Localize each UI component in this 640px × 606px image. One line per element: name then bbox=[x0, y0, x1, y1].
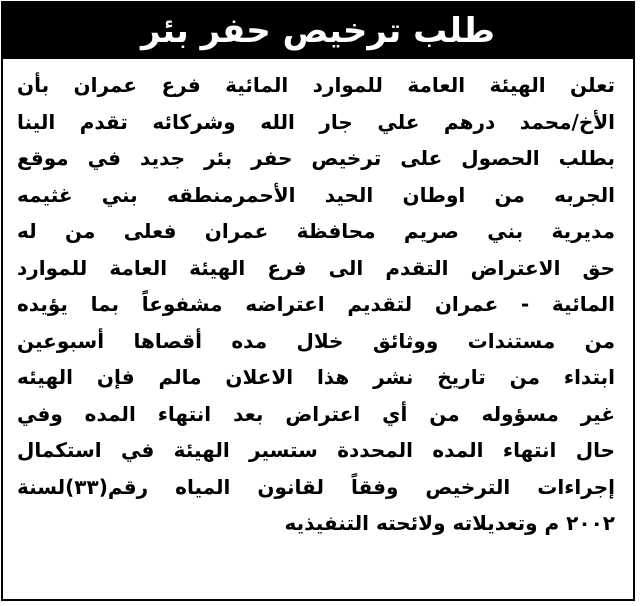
notice-line: تعلن الهيئة العامة للموارد المائية فرع عمران بأن bbox=[17, 73, 615, 97]
notice-line: الجربه من اوطان الحيد الأحمرمنطقه بني غثيمه bbox=[17, 182, 615, 207]
notice-line: إجراءات الترخيص وفقاً لقانون المياه رقم(٣٣)لسنة bbox=[17, 474, 615, 499]
notice-title: طلب ترخيص حفر بئر bbox=[3, 3, 633, 59]
notice-line-last: ٢٠٠٢ م وتعديلاته ولائحته التنفيذيه bbox=[284, 511, 615, 535]
notice-line: الأخ/محمد درهم علي جار الله وشركائه تقدم الينا bbox=[17, 109, 615, 134]
notice-box bbox=[1, 1, 635, 601]
notice-body bbox=[17, 67, 615, 542]
notice-line: من مستندات ووثائق خلال مده أقصاها أسبوعين bbox=[17, 328, 615, 353]
notice-line: ابتداء من تاريخ نشر هذا الاعلان مالم فإن الهيئه bbox=[17, 365, 615, 389]
notice-line: حال انتهاء المده المحددة ستسير الهيئة في استكمال bbox=[17, 438, 615, 462]
notice-line: مديرية بني صريم محافظة عمران فعلى من له bbox=[17, 219, 615, 243]
notice-line: غير مسؤوله من أي اعتراض بعد انتهاء المده وفي bbox=[17, 401, 615, 426]
notice-line: بطلب الحصول على ترخيص حفر بئر جديد في موقع bbox=[17, 146, 615, 170]
notice-line: حق الاعتراض التقدم الى فرع الهيئة العامة للموارد bbox=[17, 255, 615, 280]
notice-line: المائية - عمران لتقديم اعتراضه مشفوعاً بما يؤيده bbox=[17, 292, 615, 316]
